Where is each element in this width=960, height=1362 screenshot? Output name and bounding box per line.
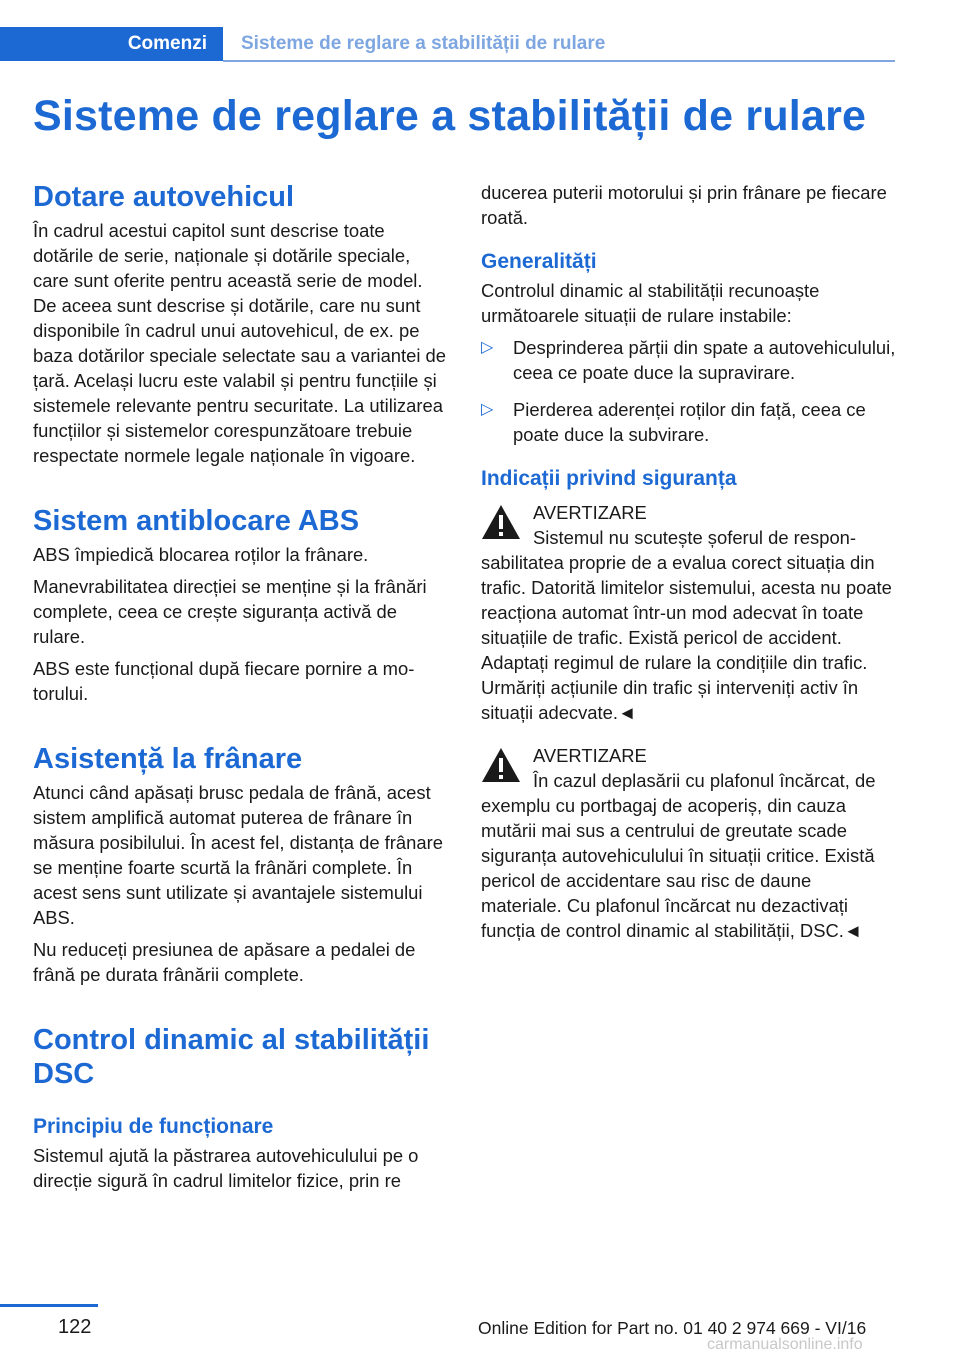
page-number: 122 (58, 1316, 92, 1338)
subsection-title-general: Generalități (481, 250, 597, 273)
list-item: ▷ Pierderea aderenței roților din față, ceea ce poate duce la subvirare. (481, 399, 866, 445)
paragraph-abs-3: ABS este funcțional după fiecare pornire a motorului. (33, 658, 415, 704)
warning-triangle-icon (481, 504, 521, 540)
paragraph-general: Controlul dinamic al stabilității recunoaște următoarele situații de rulare instabile: (481, 280, 820, 326)
section-title-brake-assist: Asistență la frânare (33, 743, 303, 775)
header-rule (223, 60, 895, 62)
warning-label: AVERTIZARE (533, 502, 647, 523)
warning-triangle-icon (481, 747, 521, 783)
paragraph-abs-1: ABS împiedică blocarea roților la frânare. (33, 544, 369, 565)
header-chapter-label: Comenzi (127, 33, 207, 54)
footer-rule (0, 1304, 98, 1307)
list-item: ▷ Desprinderea părții din spate a autovehiculului, ceea ce poate duce la supravirare. (481, 337, 896, 383)
section-title-abs: Sistem antiblocare ABS (33, 505, 360, 537)
page-title: Sisteme de reglare a stabilității de rulare (33, 92, 867, 140)
watermark: carmanualsonline.info (707, 1336, 863, 1353)
paragraph-continued: ducerea puterii motorului și prin frânare pe fiecare roată. (481, 182, 887, 228)
warning-box-2 (481, 743, 897, 943)
bullet-list (481, 335, 897, 447)
right-column (481, 180, 897, 961)
left-column (33, 180, 449, 1200)
paragraph-principle: Sistemul ajută la păstrarea autovehiculului pe o direcție sigură în cadrul limitelor fizice, prin re (33, 1145, 419, 1191)
subsection-title-safety: Indicații privind siguranța (481, 467, 737, 490)
section-title-dotare: Dotare autovehicul (33, 181, 295, 213)
triangle-bullet-icon: ▷ (481, 401, 494, 418)
warning-label: AVERTIZARE (533, 745, 647, 766)
warning-text: Sistemul nu scutește șoferul de responsabilitatea proprie de a evalua corect situația din trafic. Datorită limitelor sistemului, acesta nu poate reacționa automat într-un mod adecvat în toate situațiile de trafic. Există pericol de accident. Adaptați regimul de rulare la condițiile din trafic. Urmăriți acțiunile din trafic și interveniți activ în situații adecvate.◄ (481, 527, 892, 723)
warning-text: În cazul deplasării cu plafonul încărcat, de exemplu cu portbagaj de acoperiș, din cauza mutării mai sus a centrului de greutate scade siguranța autovehiculului în situații critice. Există pericol de accidentare sau risc de daune materiale. Cu plafonul încărcat nu dezactivați funcția de control dinamic al stabilității, DSC.◄ (481, 770, 876, 941)
edition-note: Online Edition for Part no. 01 40 2 974 669 - VI/16 (478, 1318, 867, 1338)
warning-box-1 (481, 500, 897, 725)
paragraph-brake-assist-2: Nu reduceți presiunea de apăsare a pedalei de frână pe durata frânării complete. (33, 939, 416, 985)
header-breadcrumb: Sisteme de reglare a stabilității de rulare (241, 33, 606, 54)
paragraph-dotare: În cadrul acestui capitol sunt descrise toate dotările de serie, naționale și dotările speciale, care sunt oferite pentru această serie de model. De aceea sunt descrise și dotările, care nu sunt disponibile în cadrul unui autovehicul, de ex. pe baza dotărilor speciale selectate sau a variantei de țară. Același lucru este valabil și pentru funcțiile și sistemele relevante pentru securitate. La utilizarea funcțiilor și sistemelor corespunzătoare trebuie respectate normele legale naționale în vigoare. (33, 220, 447, 466)
paragraph-brake-assist-1: Atunci când apăsați brusc pedala de frână, acest sistem amplifică automat puterea de frânare în măsura posibilului. În acest fel, distanța de frânare se menține foarte scurtă la frânări complete. În acest sens sunt utilizate și avantajele sistemului ABS. (33, 782, 443, 928)
paragraph-abs-2: Manevrabilitatea direcției se menține și la frânări complete, ceea ce crește siguranța activă de rulare. (33, 576, 427, 647)
subsection-title-principle: Principiu de funcționare (33, 1115, 274, 1138)
section-title-dsc: Control dinamic al stabilității DSC (33, 1024, 430, 1090)
triangle-bullet-icon: ▷ (481, 339, 494, 356)
header-chapter-tab (0, 27, 223, 61)
